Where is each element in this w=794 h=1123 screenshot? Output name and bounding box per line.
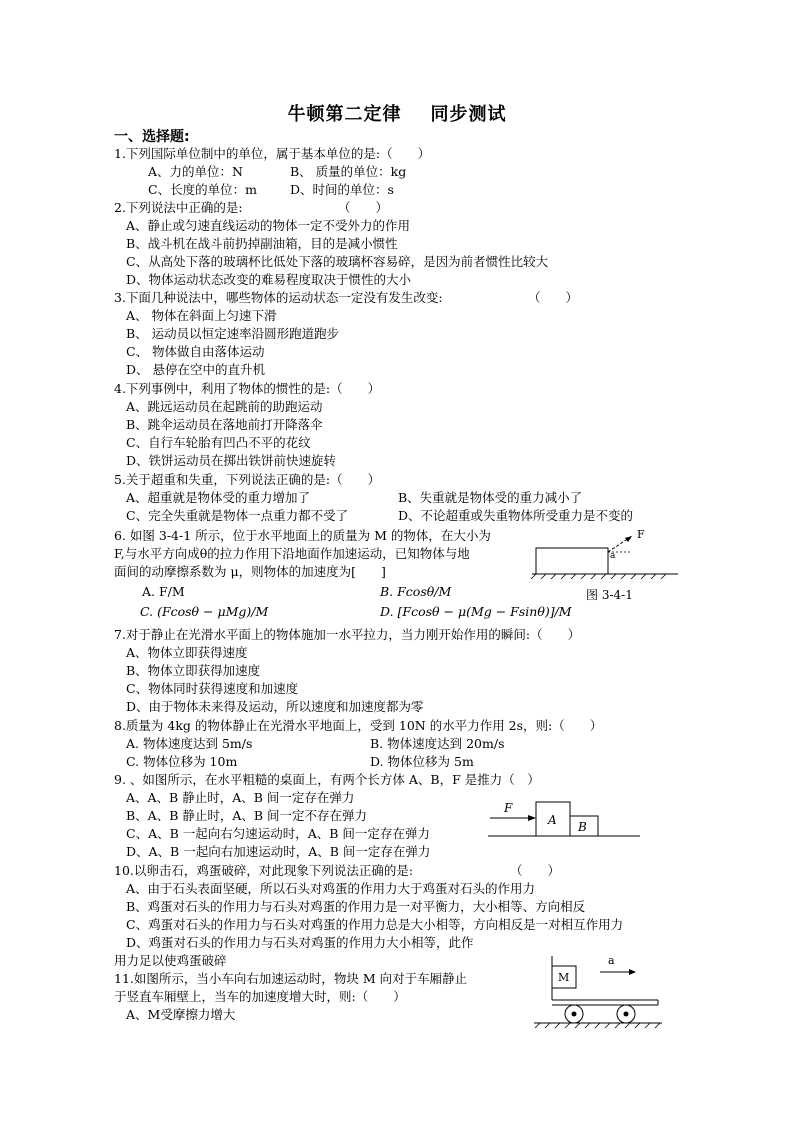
q7-stem: 7.对于静止在光滑水平面上的物体施加一水平拉力，当力刚开始作用的瞬间:（ ）	[114, 627, 581, 642]
q7-option-a: A、物体立即获得速度	[126, 645, 248, 660]
q5-option-a: A、超重就是物体受的重力增加了	[126, 490, 311, 505]
q2-option-c: C、从高处下落的玻璃杯比低处下落的玻璃杯容易碎，是因为前者惯性比较大	[126, 254, 549, 269]
ground-hatching	[535, 1023, 660, 1028]
q10-option-d-line2: 用力足以使鸡蛋破碎	[114, 953, 227, 968]
q1-option-c: C、长度的单位：m	[148, 182, 257, 197]
q8-option-a: A. 物体速度达到 5m/s	[126, 736, 253, 751]
block-b-label: B	[578, 820, 587, 834]
q3-stem: 3.下面几种说法中，哪些物体的运动状态一定没有发生改变:	[114, 290, 443, 305]
q5-option-b: B、失重就是物体受的重力减小了	[398, 490, 583, 505]
figure-blocks-ab	[484, 796, 644, 842]
q4-option-c: C、自行车轮胎有凹凸不平的花纹	[126, 435, 311, 450]
block-m	[536, 548, 608, 574]
q1-option-b: B、 质量的单位：kg	[290, 164, 407, 179]
push-force-label: F	[504, 801, 513, 815]
q5-option-c: C、完全失重就是物体一点重力都不受了	[126, 508, 349, 523]
q7-option-c: C、物体同时获得速度和加速度	[126, 681, 299, 696]
page-title: 牛顿第二定律 同步测试	[287, 104, 507, 125]
q3-paren: （ ）	[528, 290, 579, 305]
q6-option-d: D. [Fcosθ − μ(Mg − Fsinθ)]/M	[380, 604, 572, 619]
wheel-hub-right	[624, 1012, 629, 1017]
q8-option-c: C. 物体位移为 10m	[126, 754, 238, 769]
section-heading: 一、选择题:	[114, 129, 190, 145]
q3-option-a: A、 物体在斜面上匀速下滑	[126, 308, 277, 323]
push-force-arrowhead	[528, 815, 536, 821]
q2-stem: 2.下列说法中正确的是:	[114, 200, 243, 215]
q10-paren: （ ）	[510, 863, 561, 878]
q2-option-d: D、物体运动状态改变的难易程度取决于惯性的大小	[126, 272, 412, 287]
q1-option-a: A、力的单位：N	[148, 164, 243, 179]
q4-stem: 4.下列事例中，利用了物体的惯性的是:（ ）	[114, 381, 381, 396]
q1-stem: 1.下列国际单位制中的单位，属于基本单位的是:（ ）	[114, 146, 431, 161]
q6-stem-line2: F,与水平方向成θ的拉力作用下沿地面作加速运动，已知物体与地	[114, 546, 470, 561]
q11-stem-line2: 于竖直车厢壁上，当车的加速度增大时，则:（ ）	[114, 989, 406, 1004]
q10-option-a: A、由于石头表面坚硬，所以石头对鸡蛋的作用力大于鸡蛋对石头的作用力	[126, 881, 536, 896]
figure-cart	[530, 950, 664, 1032]
q9-option-c: C、A、B 一起向右匀速运动时，A、B 间一定存在弹力	[126, 826, 430, 841]
q10-option-b: B、鸡蛋对石头的作用力与石头对鸡蛋的作用力是一对平衡力，大小相等、方向相反	[126, 899, 586, 914]
acceleration-arrowhead	[629, 969, 636, 975]
q5-stem: 5.关于超重和失重，下列说法正确的是:（ ）	[114, 472, 381, 487]
q3-option-d: D、 悬停在空中的直升机	[126, 362, 265, 377]
q6-stem-line3: 面间的动摩擦系数为 μ，则物体的加速度为[ ]	[114, 564, 386, 579]
figure-3-4-1	[528, 528, 684, 580]
q5-option-d: D、不论超重或失重物体所受重力是不变的	[398, 508, 634, 523]
q6-option-c: C. (Fcosθ − μMg)/M	[140, 604, 269, 619]
q8-option-b: B. 物体速度达到 20m/s	[370, 736, 505, 751]
q11-option-a: A、M受摩擦力增大	[126, 1007, 236, 1022]
angle-label: a	[610, 551, 616, 561]
q8-option-d: D. 物体位移为 5m	[370, 754, 474, 769]
q6-stem-line1: 6. 如图 3-4-1 所示，位于水平地面上的质量为 M 的物体，在大小为	[114, 528, 491, 543]
acceleration-label: a	[608, 954, 615, 967]
block-m-label: M	[558, 971, 570, 984]
q11-stem-line1: 11.如图所示，当小车向右加速运动时，物块 M 向对于车厢静止	[114, 971, 468, 986]
force-label: F	[637, 528, 645, 541]
q1-option-d: D、时间的单位：s	[290, 182, 394, 197]
q6-option-b: B. Fcosθ/M	[380, 584, 452, 599]
q8-stem: 8.质量为 4kg 的物体静止在光滑水平地面上，受到 10N 的水平力作用 2s，则:（ ）	[114, 718, 603, 733]
figure-caption: 图 3-4-1	[586, 588, 633, 602]
q4-option-d: D、铁饼运动员在掷出铁饼前快速旋转	[126, 453, 337, 468]
q10-option-d-line1: D、鸡蛋对石头的作用力与石头对鸡蛋的作用力大小相等，此作	[126, 935, 474, 950]
q9-option-a: A、A、B 静止时，A、B 间一定存在弹力	[126, 790, 355, 805]
q9-stem: 9. 、如图所示，在水平粗糙的桌面上，有两个长方体 A、B，F 是推力（ ）	[114, 772, 540, 787]
block-a-label: A	[548, 813, 557, 827]
q10-option-c: C、鸡蛋对石头的作用力与石头对鸡蛋的作用力总是大小相等，方向相反是一对相互作用力	[126, 917, 624, 932]
wheel-hub-left	[572, 1012, 577, 1017]
q10-stem: 10.以卵击石，鸡蛋破碎，对此现象下列说法正确的是:	[114, 863, 414, 878]
q3-option-c: C、 物体做自由落体运动	[126, 344, 265, 359]
ground-hatching	[531, 574, 666, 579]
q3-option-b: B、 运动员以恒定速率沿圆形跑道跑步	[126, 326, 340, 341]
q2-option-b: B、战斗机在战斗前扔掉副油箱，目的是减小惯性	[126, 236, 398, 251]
q2-option-a: A、静止或匀速直线运动的物体一定不受外力的作用	[126, 218, 411, 233]
q9-option-d: D、A、B 一起向右加速运动时，A、B 间一定存在弹力	[126, 844, 431, 859]
q6-option-a: A. F/M	[142, 584, 185, 599]
q4-option-a: A、跳远运动员在起跳前的助跑运动	[126, 399, 323, 414]
q7-option-b: B、物体立即获得加速度	[126, 663, 261, 678]
q7-option-d: D、由于物体未来得及运动，所以速度和加速度都为零	[126, 699, 424, 714]
q9-option-b: B、A、B 静止时，A、B 间一定不存在弹力	[126, 808, 368, 823]
force-arrowhead	[625, 536, 632, 542]
q4-option-b: B、跳伞运动员在落地前打开降落伞	[126, 417, 323, 432]
q2-paren: （ ）	[338, 200, 389, 215]
